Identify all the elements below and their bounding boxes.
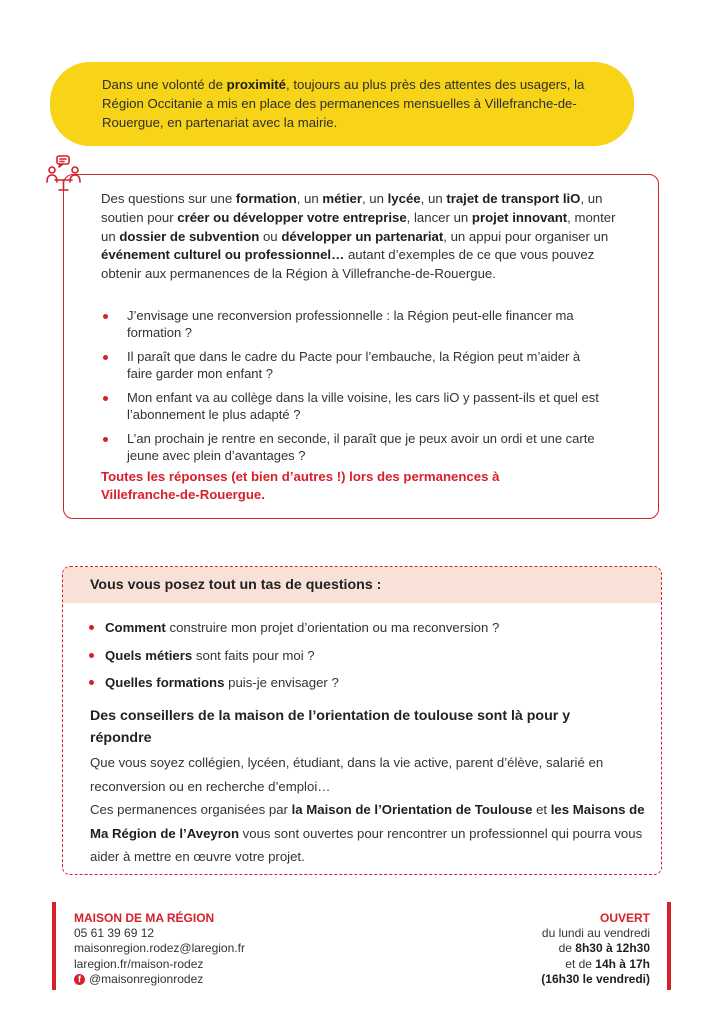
- example-questions-list: [101, 308, 601, 472]
- facebook-icon: f: [74, 974, 85, 985]
- bullet-icon: [89, 625, 94, 630]
- list-item: Comment construire mon projet d’orientation ou ma reconversion ?: [89, 619, 499, 636]
- open-label: OUVERT: [599, 911, 650, 925]
- footer-right-bar: [667, 902, 671, 990]
- bullet-icon: [89, 653, 94, 658]
- questions-intro: Des questions sur une formation, un métier, un lycée, un trajet de transport liO, un soutien pour créer ou développer votre entreprise, lancer un projet innovant, monter un dossier de subvention ou développer un partenariat, un appui pour organiser un événement culturel ou professionnel… autant d’exemples de ce que vous pouvez obtenir aux permanences de la Région à Villefranche-de-Rouergue.: [101, 191, 616, 282]
- list-item: Mon enfant va au collège dans la ville voisine, les cars liO y passent-ils et quel est l’abonnement le plus adapté ?: [101, 390, 601, 423]
- intro-banner: [50, 62, 634, 146]
- advisors-text: Que vous soyez collégien, lycéen, étudiant, dans la vie active, parent d’élève, salarié en reconversion ou en recherche d’emploi… Ces permanences organisées par la Maison de l’Orientation de Toulouse et les Maisons de Ma Région de l’Aveyron vous sont ouvertes pour rencontrer un professionnel qui pourra vous aider à mettre en œuvre votre projet.: [90, 755, 645, 864]
- email-link[interactable]: maisonregion.rodez@laregion.fr: [74, 941, 245, 956]
- hours-morning: de 8h30 à 12h30: [558, 941, 650, 956]
- hours-friday: (16h30 le vendredi): [541, 971, 650, 986]
- facebook-handle: @maisonregionrodez: [89, 971, 204, 986]
- advisors-heading: Des conseillers de la maison de l’orientation de toulouse sont là pour y répondre: [90, 708, 571, 746]
- questions-box: [63, 174, 659, 519]
- bullet-icon: [89, 680, 94, 685]
- bullet-icon: [103, 314, 108, 319]
- phone-number: 05 61 39 69 12: [74, 926, 155, 941]
- intro-text: Dans une volonté de proximité, toujours au plus près des attentes des usagers, la Région Occitanie a mis en place des permanences mensuelles à Villefranche-de-Rouergue, en partenariat avec la mairie.: [102, 77, 585, 130]
- answers-callout: Toutes les réponses (et bien d’autres !) lors des permanences à Villefranche-de-Rouergue.: [101, 469, 500, 502]
- footer-left-bar: [52, 902, 56, 990]
- list-item: L’an prochain je rentre en seconde, il paraît que je peux avoir un ordi et une carte jeune avec plein d’avantages ?: [101, 431, 601, 464]
- open-days: du lundi au vendredi: [541, 926, 650, 941]
- footer-hours: [541, 911, 650, 987]
- bullet-icon: [103, 437, 108, 442]
- office-name: MAISON DE MA RÉGION: [74, 911, 215, 925]
- footer-contact: [74, 911, 245, 987]
- list-item: Il paraît que dans le cadre du Pacte pour l’embauche, la Région peut m’aider à faire garder mon enfant ?: [101, 349, 601, 382]
- orientation-header: [63, 567, 661, 603]
- list-item: Quelles formations puis-je envisager ?: [89, 674, 499, 691]
- list-item: J’envisage une reconversion professionnelle : la Région peut-elle financer ma formation ?: [101, 308, 601, 341]
- list-item: Quels métiers sont faits pour moi ?: [89, 647, 499, 664]
- orientation-box: [62, 566, 662, 875]
- hours-afternoon: et de 14h à 17h: [565, 956, 650, 971]
- orientation-heading: Vous vous posez tout un tas de questions :: [90, 577, 382, 593]
- website-link[interactable]: laregion.fr/maison-rodez: [74, 956, 204, 971]
- bullet-icon: [103, 396, 108, 401]
- orientation-questions-list: [89, 619, 499, 702]
- facebook-link[interactable]: [74, 972, 245, 987]
- bullet-icon: [103, 355, 108, 360]
